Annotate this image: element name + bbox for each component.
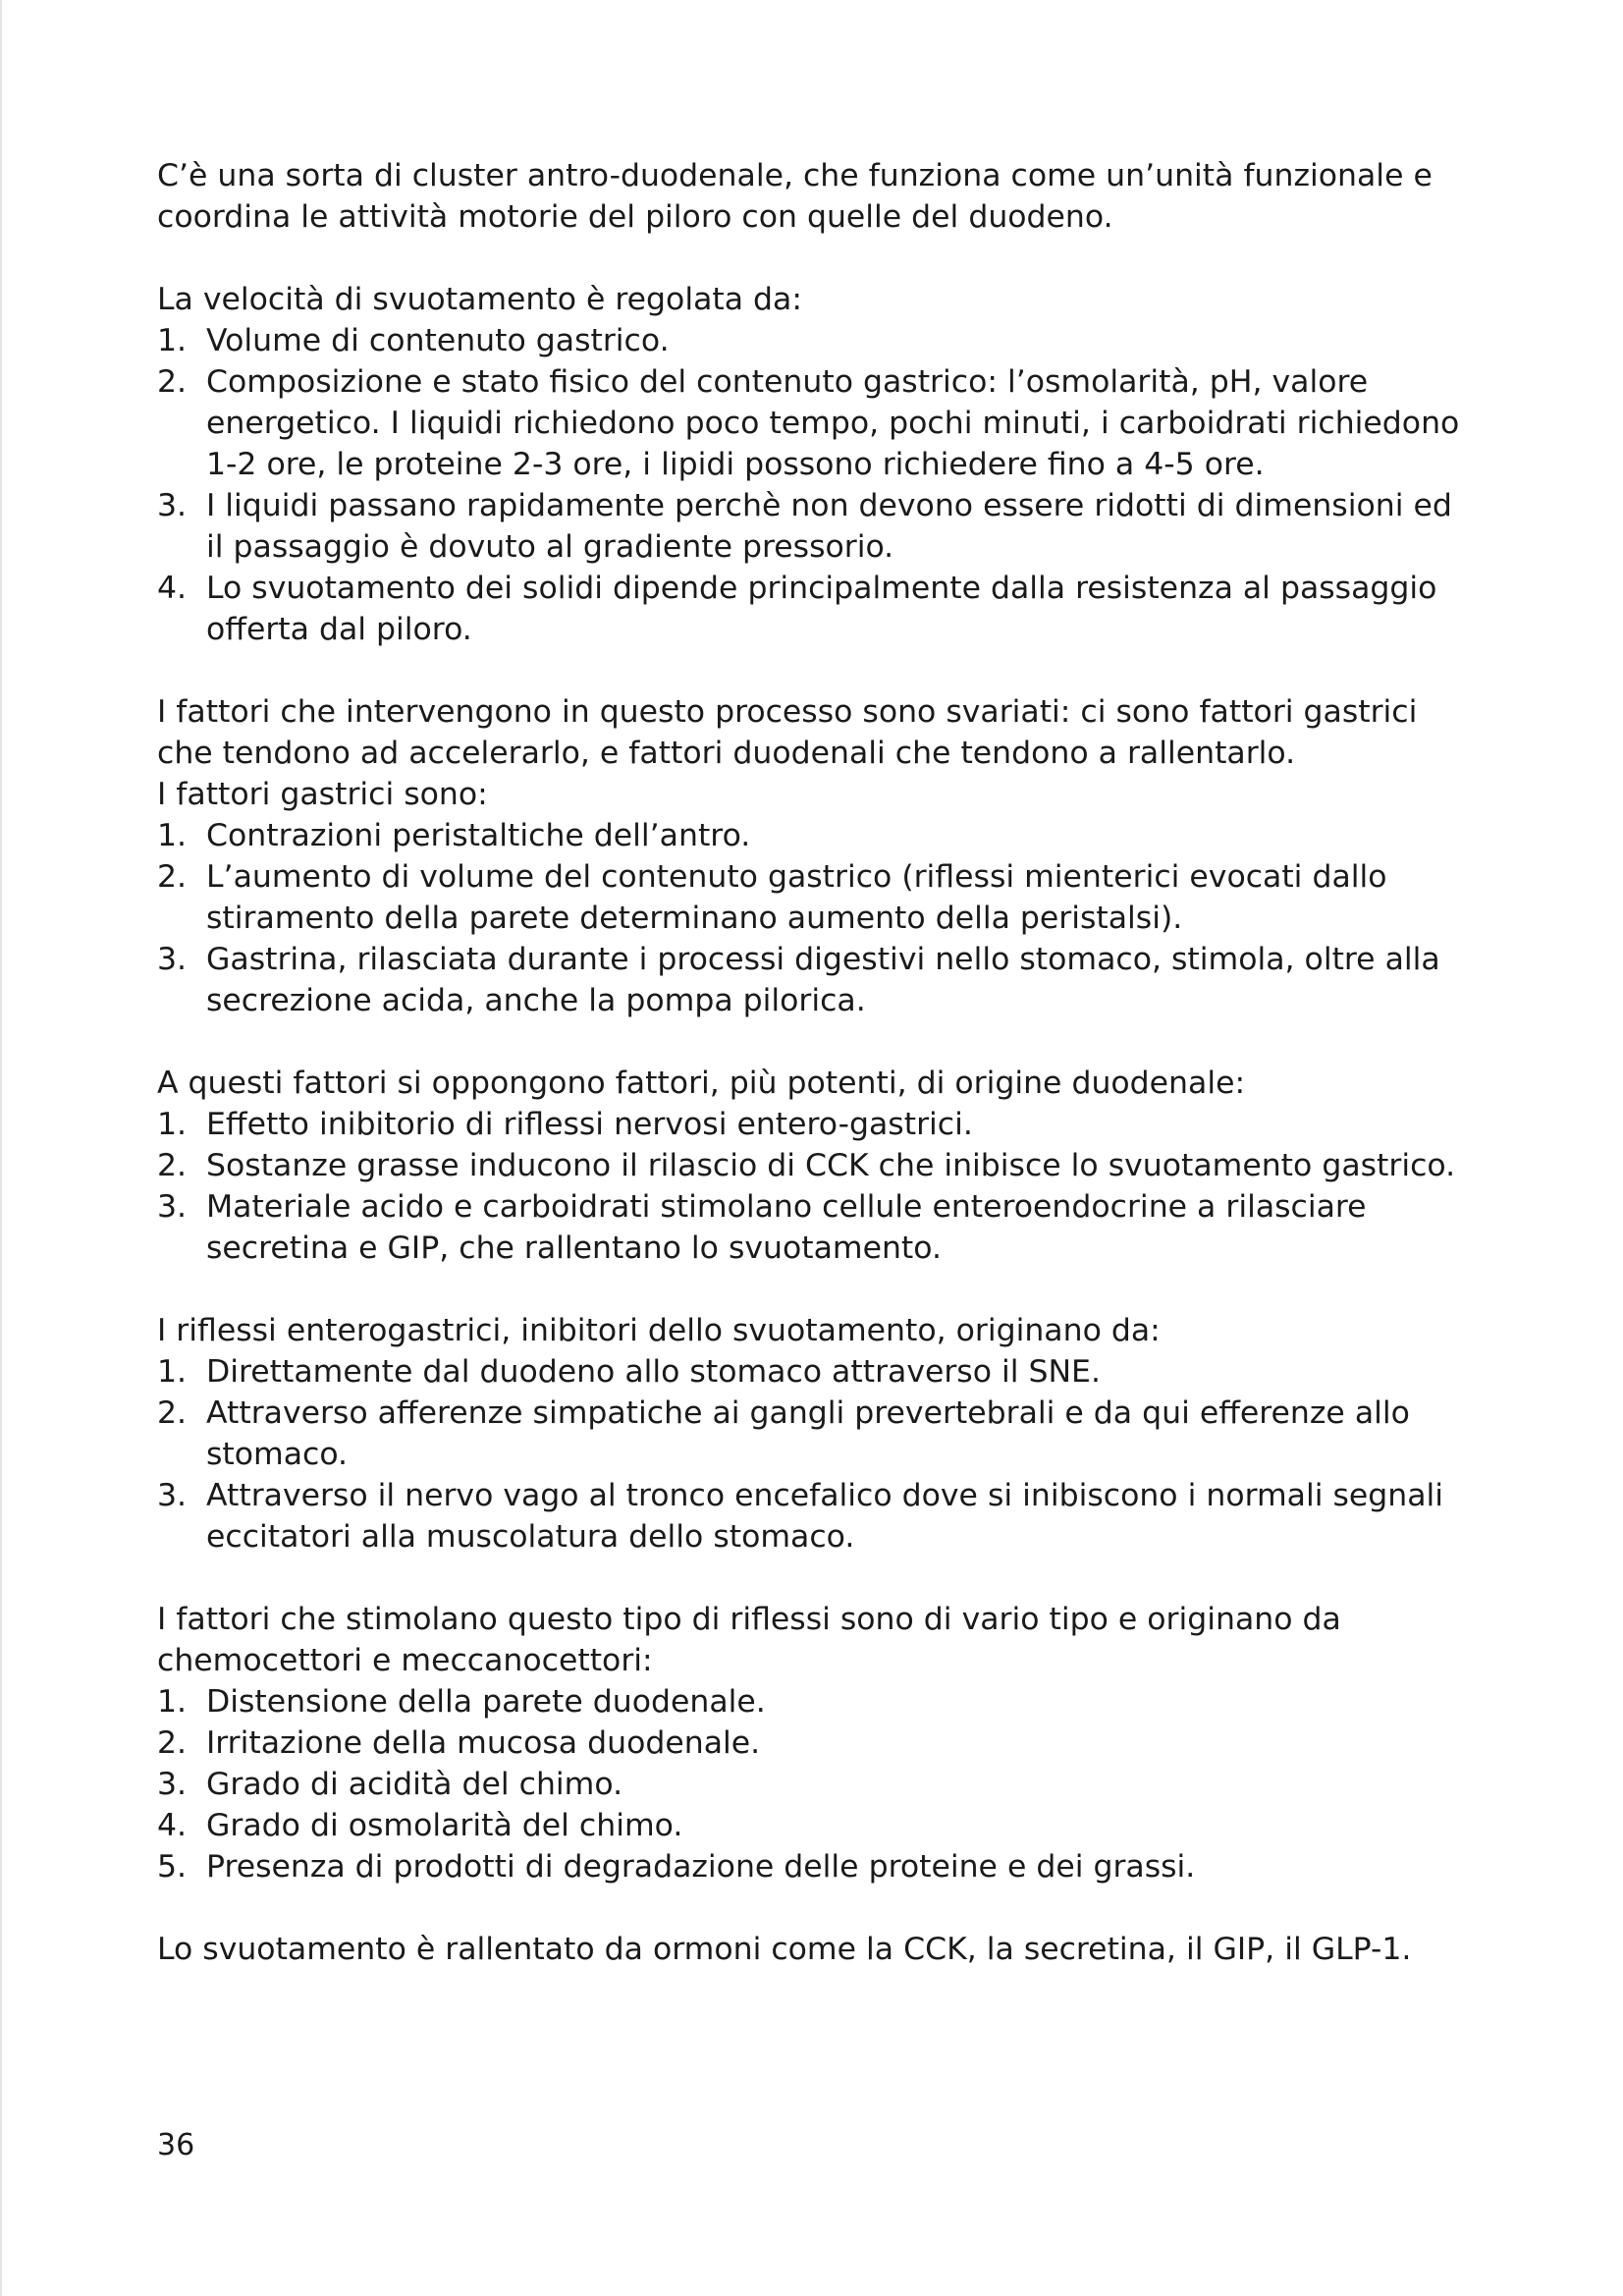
list-item-text: Volume di contenuto gastrico. [206, 323, 670, 358]
text-section [157, 1929, 1473, 1970]
list-item-number: 2. [157, 1148, 188, 1183]
list-item-text: Distensione della parete duodenale. [206, 1684, 766, 1720]
text-section [157, 1310, 1473, 1558]
list-item-number: 3. [157, 942, 188, 977]
list-item-number: 4. [157, 571, 188, 606]
list-item-text: Grado di acidità del chimo. [206, 1767, 623, 1802]
list-item [157, 1846, 1473, 1887]
list-item-text: Sostanze grasse inducono il rilascio di CCK che inibisce lo svuotamento gastrico. [206, 1148, 1456, 1183]
list-item-number: 1. [157, 323, 188, 358]
paragraph-gap [157, 1021, 1473, 1063]
paragraph: La velocità di svuotamento è regolata da: [157, 282, 802, 317]
text-section [157, 691, 1473, 1021]
paragraph: Lo svuotamento è rallentato da ormoni come la CCK, la secretina, il GIP, il GLP-1. [157, 1932, 1412, 1967]
list-item-text: I liquidi passano rapidamente perchè non devono essere ridotti di dimensioni ed il passaggio è dovuto al gradiente pressorio. [206, 488, 1452, 565]
numbered-list [157, 1681, 1473, 1887]
list-item-number: 2. [157, 1725, 188, 1761]
list-item-text: Presenza di prodotti di degradazione delle proteine e dei grassi. [206, 1849, 1196, 1885]
text-section [157, 1599, 1473, 1887]
list-item-text: Attraverso afferenze simpatiche ai gangli prevertebrali e da qui efferenze allo stomaco. [206, 1395, 1410, 1472]
list-item [157, 815, 1473, 856]
list-item-number: 2. [157, 364, 188, 400]
list-item [157, 1475, 1473, 1558]
list-item-text: Lo svuotamento dei solidi dipende principalmente dalla resistenza al passaggio offerta dal piloro. [206, 571, 1437, 647]
paragraph-gap [157, 650, 1473, 691]
list-item [157, 1393, 1473, 1475]
list-item-number: 1. [157, 1107, 188, 1142]
list-item-number: 4. [157, 1808, 188, 1843]
paragraph: I fattori gastrici sono: [157, 777, 488, 812]
paragraph-gap [157, 1269, 1473, 1310]
list-item-number: 1. [157, 1684, 188, 1720]
list-item-text: Direttamente dal duodeno allo stomaco attraverso il SNE. [206, 1354, 1101, 1390]
list-item-text: Irritazione della mucosa duodenale. [206, 1725, 761, 1761]
list-item [157, 320, 1473, 361]
list-item-number: 1. [157, 818, 188, 853]
list-item [157, 1805, 1473, 1846]
page-body [157, 155, 1473, 1970]
paragraph: C’è una sorta di cluster antro-duodenale, che funziona come un’unità funzionale e coordina le attività motorie del piloro con quelle del duodeno. [157, 158, 1433, 235]
list-item-number: 5. [157, 1849, 188, 1885]
list-item [157, 1104, 1473, 1145]
list-item-text: Gastrina, rilasciata durante i processi digestivi nello stomaco, stimola, oltre alla secrezione acida, anche la pompa pilorica. [206, 942, 1440, 1018]
list-item [157, 1722, 1473, 1764]
list-item-number: 3. [157, 1478, 188, 1513]
list-item-number: 3. [157, 1767, 188, 1802]
list-item-number: 2. [157, 859, 188, 895]
list-item [157, 1186, 1473, 1269]
paragraph: I riflessi enterogastrici, inibitori dello svuotamento, originano da: [157, 1313, 1161, 1348]
list-item [157, 939, 1473, 1021]
list-item-text: Composizione e stato fisico del contenuto gastrico: l’osmolarità, pH, valore energetico. I liquidi richiedono poco tempo, pochi minuti, i carboidrati richiedono 1-2 ore, le proteine 2-3 ore, i lipidi possono richiedere fino a 4-5 ore. [206, 364, 1460, 482]
list-item-number: 3. [157, 488, 188, 523]
paragraph: I fattori che intervengono in questo processo sono svariati: ci sono fattori gastrici che tendono ad accelerarlo, e fattori duodenali che tendono a rallentarlo. [157, 694, 1418, 771]
list-item [157, 1145, 1473, 1186]
list-item [157, 856, 1473, 939]
text-section [157, 279, 1473, 650]
text-section [157, 1063, 1473, 1269]
paragraph-gap [157, 1558, 1473, 1599]
paragraph: A questi fattori si oppongono fattori, più potenti, di origine duodenale: [157, 1066, 1246, 1101]
list-item-number: 3. [157, 1189, 188, 1225]
text-section [157, 155, 1473, 238]
numbered-list [157, 320, 1473, 650]
numbered-list [157, 1351, 1473, 1558]
paragraph: I fattori che stimolano questo tipo di riflessi sono di vario tipo e originano da chemocettori e meccanocettori: [157, 1602, 1341, 1678]
list-item [157, 1764, 1473, 1805]
list-item-text: Contrazioni peristaltiche dell’antro. [206, 818, 751, 853]
list-item [157, 1351, 1473, 1393]
page-number: 36 [157, 2128, 195, 2162]
list-item-text: Effetto inibitorio di riflessi nervosi entero-gastrici. [206, 1107, 973, 1142]
list-item [157, 361, 1473, 485]
list-item-text: L’aumento di volume del contenuto gastrico (riflessi mienterici evocati dallo stiramento della parete determinano aumento della peristalsi). [206, 859, 1387, 936]
paragraph-gap [157, 238, 1473, 279]
list-item-number: 1. [157, 1354, 188, 1390]
list-item-text: Grado di osmolarità del chimo. [206, 1808, 683, 1843]
list-item [157, 568, 1473, 650]
list-item-text: Materiale acido e carboidrati stimolano cellule enteroendocrine a rilasciare secretina e GIP, che rallentano lo svuotamento. [206, 1189, 1367, 1266]
list-item [157, 485, 1473, 568]
list-item [157, 1681, 1473, 1722]
numbered-list [157, 815, 1473, 1021]
numbered-list [157, 1104, 1473, 1269]
list-item-number: 2. [157, 1395, 188, 1431]
paragraph-gap [157, 1887, 1473, 1929]
list-item-text: Attraverso il nervo vago al tronco encefalico dove si inibiscono i normali segnali eccitatori alla muscolatura dello stomaco. [206, 1478, 1444, 1555]
